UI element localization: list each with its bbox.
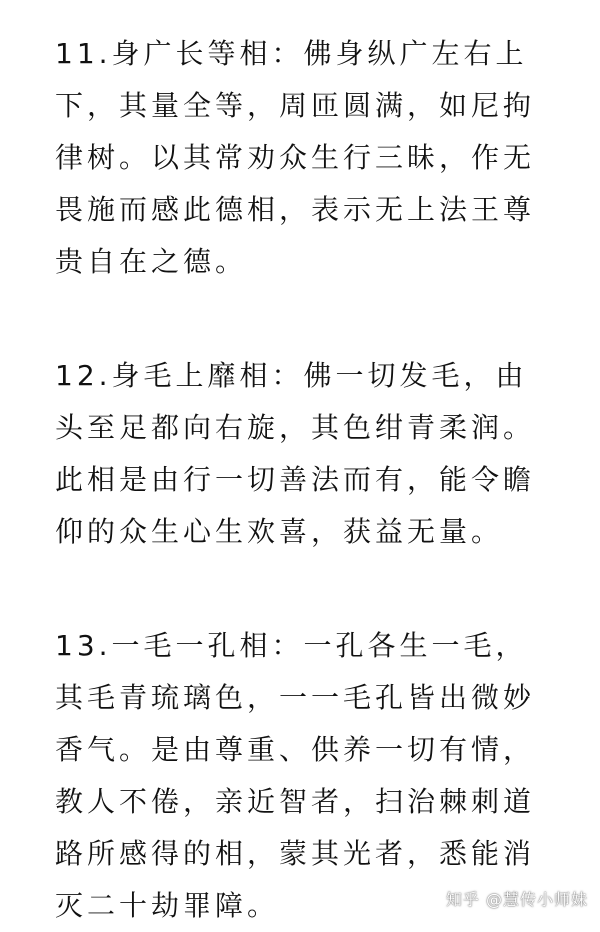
paragraph-12: 12.身毛上靡相：佛一切发毛，由头至足都向右旋，其色绀青柔润。此相是由行一切善法而有，能令瞻仰的众生心生欢喜，获益无量。 [55, 359, 536, 548]
paragraph-13: 13.一毛一孔相：一孔各生一毛，其毛青琉璃色，一一毛孔皆出微妙香气。是由尊重、供养一切有情，教人不倦，亲近智者，扫治棘刺道路所感得的相，蒙其光者，悉能消灭二十劫罪障。 [55, 629, 536, 922]
paragraph-11: 11.身广长等相：佛身纵广左右上下，其量全等，周匝圆满，如尼拘律树。以其常劝众生行三昧，作无畏施而感此德相，表示无上法王尊贵自在之德。 [55, 37, 536, 278]
article-body [55, 28, 555, 932]
watermark: 知乎 @慧传小师妹 [445, 890, 588, 909]
